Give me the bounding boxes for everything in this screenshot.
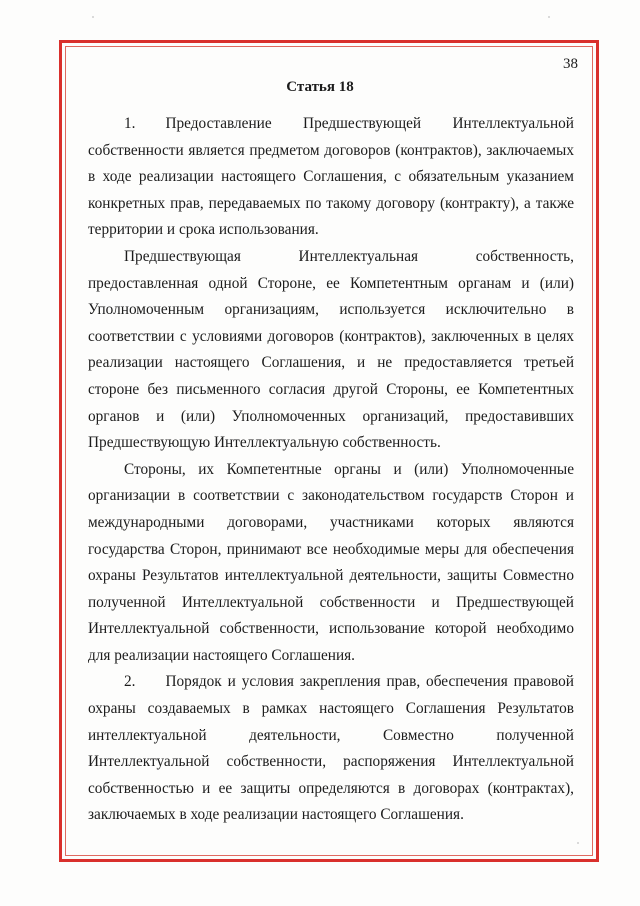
scan-speck (577, 842, 579, 844)
page-number: 38 (563, 56, 578, 72)
paragraph-text: Порядок и условия закрепления прав, обеспечения правовой охраны создаваемых в рамках настоящего Соглашения Результатов интеллектуальной деятельности, Совместно полученной Интеллектуальной собственности, распоряжения Интеллектуальной собственностью и ее защиты определяются в договорах (контрактах), заключаемых в ходе реализации настоящего Соглашения. (88, 673, 574, 824)
scan-speck (92, 16, 94, 18)
paragraph-text: Предоставление Предшествующей Интеллектуальной собственности является предметом договоров (контрактов), заключаемых в ходе реализации настоящего Соглашения, с обязательным указанием конкретных прав, передаваемых по такому договору (контракту), а также территории и срока использования. (88, 115, 574, 239)
paragraph-1 (88, 111, 574, 244)
paragraph-number: 2. (124, 673, 136, 691)
paragraph-text: Стороны, их Компетентные органы и (или) Уполномоченные организации в соответствии с законодательством государств Сторон и международными договорами, участниками которых являются государства Сторон, принимают все необходимые меры для обеспечения охраны Результатов интеллектуальной деятельности, защиты Совместно полученной Интеллектуальной собственности и Предшествующей Интеллектуальной собственности, использование которой необходимо для реализации настоящего Соглашения. (88, 460, 574, 664)
paragraph-text: Предшествующая Интеллектуальная собственность, предоставленная одной Стороне, ее Компетентным органам и (или) Уполномоченным организациям, используется исключительно в соответствии с условиями договоров (контрактов), заключенных в целях реализации настоящего Соглашения, и не предоставляется третьей стороне без письменного согласия другой Стороны, ее Компетентных органов и (или) Уполномоченных организаций, предоставивших Предшествующую Интеллектуальную собственность. (88, 247, 574, 452)
paragraph-2 (88, 244, 574, 457)
paragraph-4 (88, 669, 574, 829)
paragraph-number: 1. (124, 115, 136, 132)
article-heading: Статья 18 (286, 79, 354, 95)
article-body (88, 111, 574, 829)
paragraph-3 (88, 457, 574, 670)
scan-speck (548, 16, 550, 18)
